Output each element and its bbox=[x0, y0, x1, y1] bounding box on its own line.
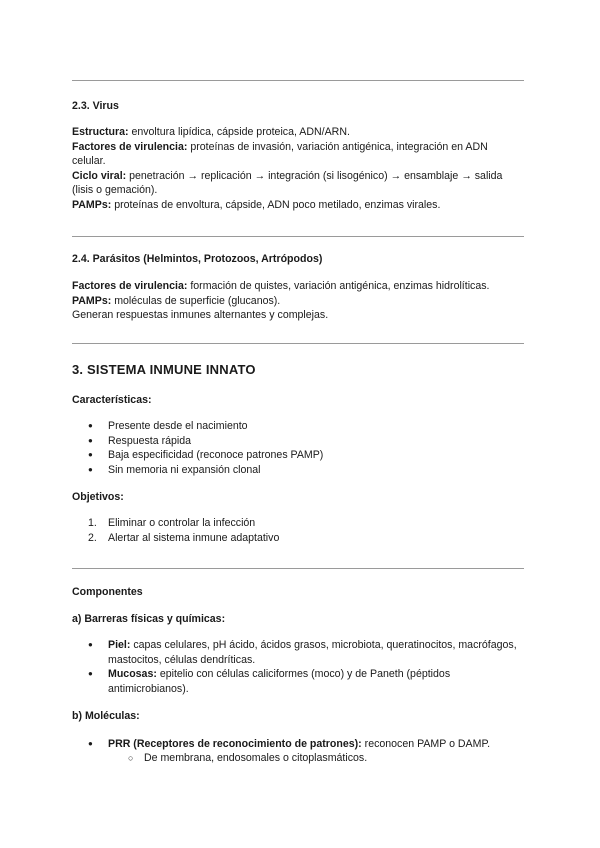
parasites-body bbox=[72, 279, 524, 323]
section-heading-virus: 2.3. Virus bbox=[72, 100, 119, 112]
features-heading: Características: bbox=[72, 394, 152, 406]
chapter-title: 3. SISTEMA INMUNE INNATO bbox=[72, 362, 256, 377]
list-item: ● Mucosas: epitelio con células caliciformes (moco) y de Paneth (péptidos antimicrobianos). bbox=[72, 667, 524, 696]
objectives-list bbox=[72, 516, 524, 545]
molecules-sublist bbox=[72, 751, 524, 766]
virus-line-pamps: PAMPs: proteínas de envoltura, cápside, ADN poco metilado, enzimas virales. bbox=[72, 198, 441, 211]
barriers-list bbox=[72, 638, 524, 696]
divider bbox=[72, 568, 524, 569]
virus-body bbox=[72, 125, 524, 213]
parasites-line-note: Generan respuestas inmunes alternantes y complejas. bbox=[72, 309, 329, 322]
virus-line-structure: Estructura: envoltura lipídica, cápside proteica, ADN/ARN. bbox=[72, 126, 350, 138]
list-item: ● Presente desde el nacimiento bbox=[72, 419, 524, 434]
divider bbox=[72, 236, 524, 237]
list-item: ● Piel: capas celulares, pH ácido, ácidos grasos, microbiota, queratinocitos, macrófagos, mastocitos, células dendríticas. bbox=[72, 638, 524, 667]
list-item: ● Sin memoria ni expansión clonal bbox=[72, 463, 524, 478]
molecules-list bbox=[72, 737, 524, 752]
section-heading-parasites: 2.4. Parásitos (Helmintos, Protozoos, Artrópodos) bbox=[72, 253, 323, 265]
objectives-heading: Objetivos: bbox=[72, 491, 124, 503]
list-item: ● Respuesta rápida bbox=[72, 434, 524, 449]
list-item: ● Baja especificidad (reconoce patrones PAMP) bbox=[72, 448, 524, 463]
parasites-line-pamps: PAMPs: moléculas de superficie (glucanos). bbox=[72, 294, 281, 307]
list-item: ● PRR (Receptores de reconocimiento de patrones): reconocen PAMP o DAMP. bbox=[72, 737, 524, 752]
divider bbox=[72, 343, 524, 344]
barriers-heading: a) Barreras físicas y químicas: bbox=[72, 613, 226, 625]
components-heading: Componentes bbox=[72, 586, 143, 598]
list-item: ○ De membrana, endosomales o citoplasmáticos. bbox=[72, 751, 524, 766]
list-item: 1. Eliminar o controlar la infección bbox=[88, 517, 256, 529]
features-list bbox=[72, 419, 524, 477]
virus-line-cycle: Ciclo viral: penetración → replicación → integración (si lisogénico) → ensamblaje → salida (lisis o gemación). bbox=[72, 169, 503, 197]
list-item: 2. Alertar al sistema inmune adaptativo bbox=[88, 531, 280, 544]
parasites-line-virulence: Factores de virulencia: formación de quistes, variación antigénica, enzimas hidrolíticas. bbox=[72, 280, 490, 292]
molecules-heading: b) Moléculas: bbox=[72, 710, 140, 722]
divider bbox=[72, 80, 524, 81]
virus-line-virulence: Factores de virulencia: proteínas de invasión, variación antigénica, integración en ADN celular. bbox=[72, 140, 488, 168]
